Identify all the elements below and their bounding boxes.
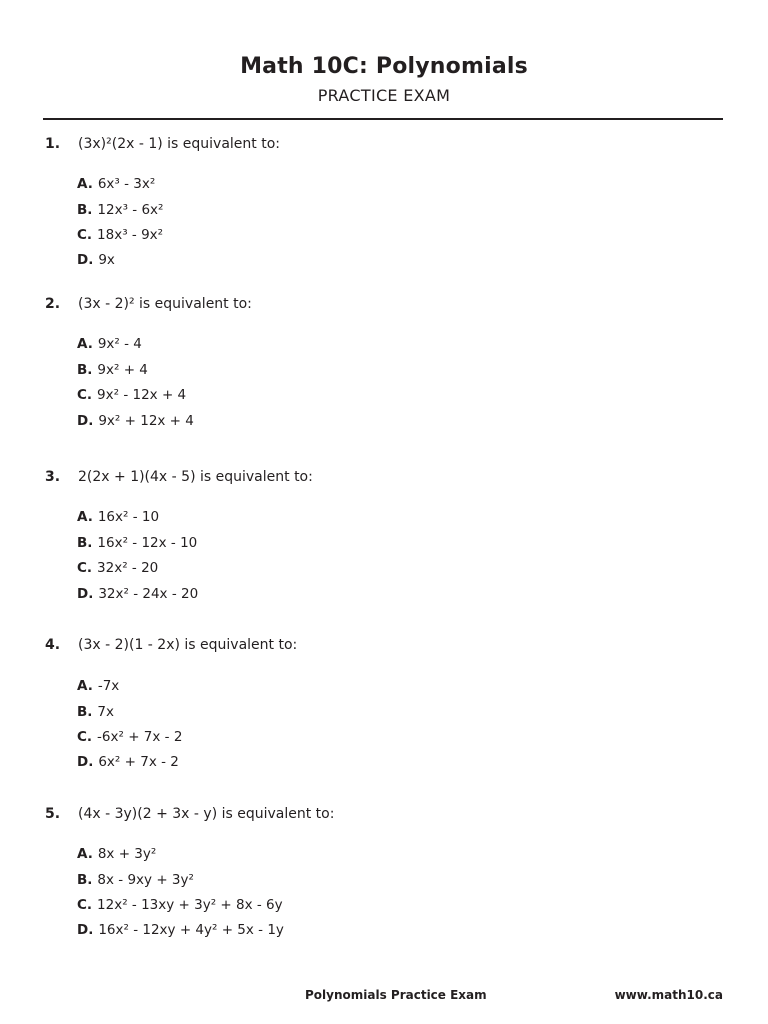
option-b <box>77 535 197 551</box>
option-text: 6x³ - 3x² <box>97 176 156 192</box>
question-text: (4x - 3y)(2 + 3x - y) is equivalent to: <box>78 806 335 822</box>
option-letter: B. <box>77 202 93 218</box>
option-letter: A. <box>77 509 93 525</box>
option-text: 16x² - 10 <box>97 509 160 525</box>
option-a <box>77 176 155 192</box>
option-d <box>77 586 198 602</box>
option-d <box>77 922 284 938</box>
option-letter: B. <box>77 872 93 888</box>
option-letter: B. <box>77 362 93 378</box>
option-text: -6x² + 7x - 2 <box>97 729 183 745</box>
option-letter: C. <box>77 729 93 745</box>
option-b <box>77 202 163 218</box>
option-text: 9x <box>98 252 115 268</box>
option-a <box>77 846 156 862</box>
footer-website: www.math10.ca <box>614 988 723 1002</box>
page-subtitle: PRACTICE EXAM <box>317 86 451 105</box>
option-text: 7x <box>97 704 115 720</box>
option-letter: D. <box>77 586 94 602</box>
option-text: 32x² - 24x - 20 <box>98 586 199 602</box>
option-c <box>77 897 283 913</box>
question-number: 1. <box>45 136 61 152</box>
option-d <box>77 754 179 770</box>
question-number: 5. <box>45 806 61 822</box>
option-text: 6x² + 7x - 2 <box>98 754 179 770</box>
option-a <box>77 678 119 694</box>
option-letter: D. <box>77 754 94 770</box>
option-text: 18x³ - 9x² <box>97 227 164 243</box>
question-number: 3. <box>45 469 61 485</box>
option-b <box>77 704 114 720</box>
option-text: 12x² - 13xy + 3y² + 8x - 6y <box>97 897 283 913</box>
option-c <box>77 227 163 243</box>
question-text: (3x)²(2x - 1) is equivalent to: <box>78 136 281 152</box>
option-text: 8x - 9xy + 3y² <box>97 872 194 888</box>
option-letter: C. <box>77 387 93 403</box>
option-letter: D. <box>77 413 94 429</box>
option-letter: A. <box>77 336 93 352</box>
option-text: 16x² - 12xy + 4y² + 5x - 1y <box>98 922 284 938</box>
option-c <box>77 387 186 403</box>
option-b <box>77 872 194 888</box>
header-divider <box>43 118 723 120</box>
option-text: 9x² - 12x + 4 <box>97 387 187 403</box>
question-number: 2. <box>45 296 61 312</box>
option-letter: B. <box>77 704 93 720</box>
question-text: 2(2x + 1)(4x - 5) is equivalent to: <box>78 469 313 485</box>
option-letter: A. <box>77 678 93 694</box>
option-letter: A. <box>77 846 93 862</box>
question-text: (3x - 2)(1 - 2x) is equivalent to: <box>78 637 298 653</box>
question-text: (3x - 2)² is equivalent to: <box>78 296 252 312</box>
option-text: -7x <box>97 678 120 694</box>
option-b <box>77 362 148 378</box>
footer-document-title: Polynomials Practice Exam <box>305 988 487 1002</box>
question-number: 4. <box>45 637 61 653</box>
option-letter: C. <box>77 897 93 913</box>
option-d <box>77 252 115 268</box>
option-text: 9x² + 12x + 4 <box>98 413 194 429</box>
option-d <box>77 413 194 429</box>
option-letter: D. <box>77 252 94 268</box>
option-letter: B. <box>77 535 93 551</box>
page-title: Math 10C: Polynomials <box>240 54 528 79</box>
option-text: 9x² - 4 <box>97 336 142 352</box>
option-letter: A. <box>77 176 93 192</box>
option-letter: D. <box>77 922 94 938</box>
option-text: 12x³ - 6x² <box>97 202 164 218</box>
option-a <box>77 336 142 352</box>
option-text: 8x + 3y² <box>97 846 157 862</box>
option-text: 9x² + 4 <box>97 362 148 378</box>
option-letter: C. <box>77 227 93 243</box>
option-text: 32x² - 20 <box>97 560 159 576</box>
option-letter: C. <box>77 560 93 576</box>
option-c <box>77 560 158 576</box>
option-text: 16x² - 12x - 10 <box>97 535 198 551</box>
option-a <box>77 509 159 525</box>
option-c <box>77 729 182 745</box>
